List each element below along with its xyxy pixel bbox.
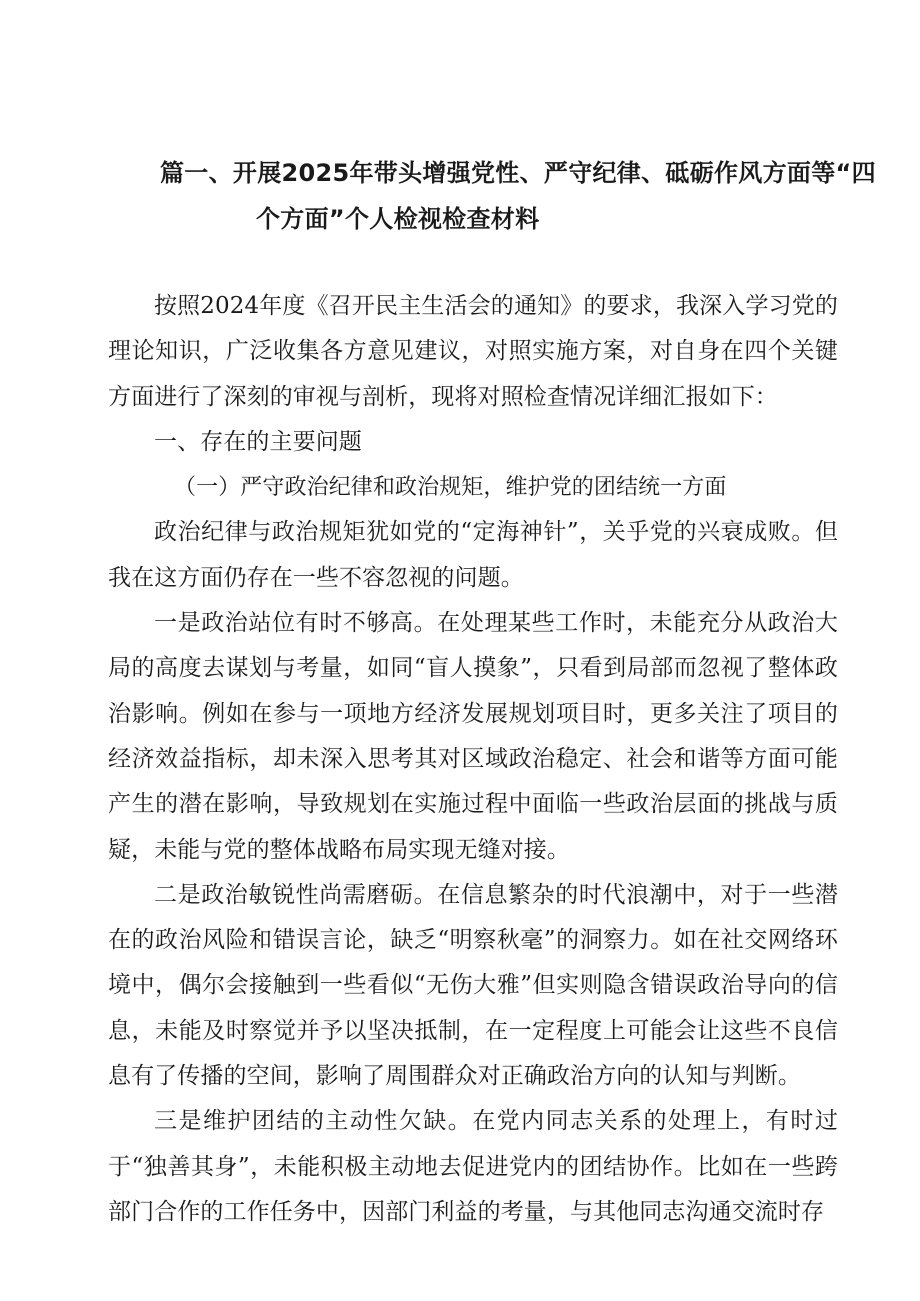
body-paragraph: 二是政治敏锐性尚需磨砺。在信息繁杂的时代浪潮中，对于一些潜在的政治风险和错误言论，缺乏“明察秋毫”的洞察力。如在社交网络环境中，偶尔会接触到一些看似“无伤大雅”但实则隐含错误政治导向的信息，未能及时察觉并予以坚决抵制，在一定程度上可能会让这些不良信息有了传播的空间，影响了周围群众对正确政治方向的认知与判断。 [108,881,838,1090]
subsection-heading: （一）严守政治纪律和政治规矩，维护党的团结统一方面 [174,475,727,501]
document-title [108,150,876,242]
body-paragraph: 三是维护团结的主动性欠缺。在党内同志关系的处理上，有时过于“独善其身”，未能积极主动地去促进党内的团结协作。比如在一些跨部门合作的工作任务中，因部门利益的考量，与其他同志沟通交流时存 [108,1108,838,1225]
title-line-1: 篇一、开展2025年带头增强党性、严守纪律、砥砺作风方面等“四 [160,159,876,187]
section-heading: 一、存在的主要问题 [154,428,362,455]
body-paragraph: 政治纪律与政治规矩犹如党的“定海神针”，关乎党的兴衰成败。但我在这方面仍存在一些不容忽视的问题。 [108,519,838,591]
document-body [108,284,838,1235]
intro-paragraph: 按照2024年度《召开民主生活会的通知》的要求，我深入学习党的理论知识，广泛收集各方意见建议，对照实施方案，对自身在四个关键方面进行了深刻的审视与剖析，现将对照检查情况详细汇报如下： [108,293,838,410]
title-line-2: 个方面”个人检视检查材料 [256,205,540,233]
body-paragraph: 一是政治站位有时不够高。在处理某些工作时，未能充分从政治大局的高度去谋划与考量，如同“盲人摸象”，只看到局部而忽视了整体政治影响。例如在参与一项地方经济发展规划项目时，更多关注了项目的经济效益指标，却未深入思考其对区域政治稳定、社会和谐等方面可能产生的潜在影响，导致规划在实施过程中面临一些政治层面的挑战与质疑，未能与党的整体战略布局实现无缝对接。 [108,610,838,863]
